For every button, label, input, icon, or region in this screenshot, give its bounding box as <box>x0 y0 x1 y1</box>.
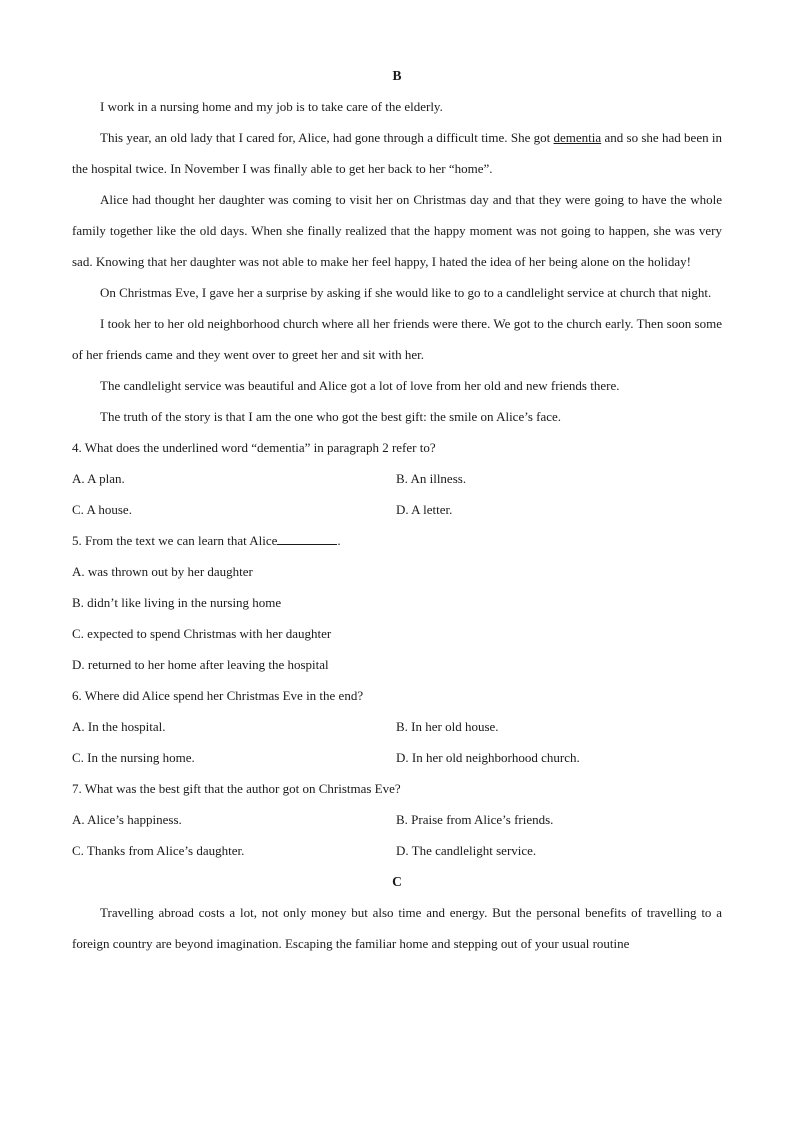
question-7-options-row-2 <box>72 835 722 866</box>
question-7-option-d[interactable]: D. The candlelight service. <box>396 843 537 858</box>
passage-b-paragraph-5: I took her to her old neighborhood church where all her friends were there. We got to the church early. Then soon some of her friends came and they went over to greet her and sit with her. <box>72 316 722 362</box>
question-6-option-c[interactable]: C. In the nursing home. <box>72 750 195 765</box>
question-4-option-b[interactable]: B. An illness. <box>396 471 467 486</box>
question-7-option-a[interactable]: A. Alice’s happiness. <box>72 812 182 827</box>
underlined-word-dementia: dementia <box>553 130 602 145</box>
question-5-option-c[interactable]: C. expected to spend Christmas with her daughter <box>72 626 332 641</box>
passage-b-paragraph-1: I work in a nursing home and my job is to take care of the elderly. <box>100 99 443 114</box>
question-5-stem-text: 5. From the text we can learn that Alice <box>72 533 278 548</box>
question-4-options-row-1 <box>72 463 722 494</box>
question-7-option-c[interactable]: C. Thanks from Alice’s daughter. <box>72 843 245 858</box>
question-5-option-a[interactable]: A. was thrown out by her daughter <box>72 564 253 579</box>
passage-b-paragraph-4: On Christmas Eve, I gave her a surprise by asking if she would like to go to a candlelight service at church that night. <box>100 285 712 300</box>
question-4-option-a[interactable]: A. A plan. <box>72 471 125 486</box>
paragraph-2-text-start: This year, an old lady that I cared for, Alice, had gone through a difficult time. She got <box>100 130 554 145</box>
passage-b-paragraph-6: The candlelight service was beautiful and Alice got a lot of love from her old and new friends there. <box>100 378 620 393</box>
passage-c-paragraph-1: Travelling abroad costs a lot, not only money but also time and energy. But the personal benefits of travelling to a foreign country are beyond imagination. Escaping the familiar home and stepping out of your usual routine <box>72 905 722 951</box>
question-6-option-d[interactable]: D. In her old neighborhood church. <box>396 750 580 765</box>
exam-page <box>72 60 722 959</box>
question-5-option-d[interactable]: D. returned to her home after leaving the hospital <box>72 657 329 672</box>
passage-b-paragraph-3: Alice had thought her daughter was coming to visit her on Christmas day and that they were going to have the whole family together like the old days. When she finally realized that the happy moment was not going to happen, she was very sad. Knowing that her daughter was not able to make her feel happy, I hated the idea of her being alone on the holiday! <box>72 192 722 269</box>
question-6-options-row-2 <box>72 742 722 773</box>
question-5-stem-period: . <box>337 533 341 548</box>
question-6-option-b[interactable]: B. In her old house. <box>396 719 499 734</box>
question-4-stem: 4. What does the underlined word “dementia” in paragraph 2 refer to? <box>72 440 436 455</box>
section-heading-c: C <box>392 874 402 889</box>
passage-b-paragraph-7: The truth of the story is that I am the one who got the best gift: the smile on Alice’s face. <box>100 409 562 424</box>
section-heading-b: B <box>392 68 402 83</box>
question-4-options-row-2 <box>72 494 722 525</box>
paragraph-2-text-end: and so she had been in the hospital twice. In November I was finally able to get her back to her “home”. <box>72 130 722 176</box>
question-7-options-row-1 <box>72 804 722 835</box>
question-6-options-row-1 <box>72 711 722 742</box>
question-6-option-a[interactable]: A. In the hospital. <box>72 719 166 734</box>
question-7-option-b[interactable]: B. Praise from Alice’s friends. <box>396 812 554 827</box>
passage-b-paragraph-2 <box>72 122 722 184</box>
question-4-option-d[interactable]: D. A letter. <box>396 502 453 517</box>
question-7-stem: 7. What was the best gift that the author got on Christmas Eve? <box>72 781 401 796</box>
question-4-option-c[interactable]: C. A house. <box>72 502 132 517</box>
question-6-stem: 6. Where did Alice spend her Christmas Eve in the end? <box>72 688 364 703</box>
question-5-stem <box>72 525 722 556</box>
answer-blank[interactable] <box>277 531 337 545</box>
question-5-option-b[interactable]: B. didn’t like living in the nursing home <box>72 595 282 610</box>
